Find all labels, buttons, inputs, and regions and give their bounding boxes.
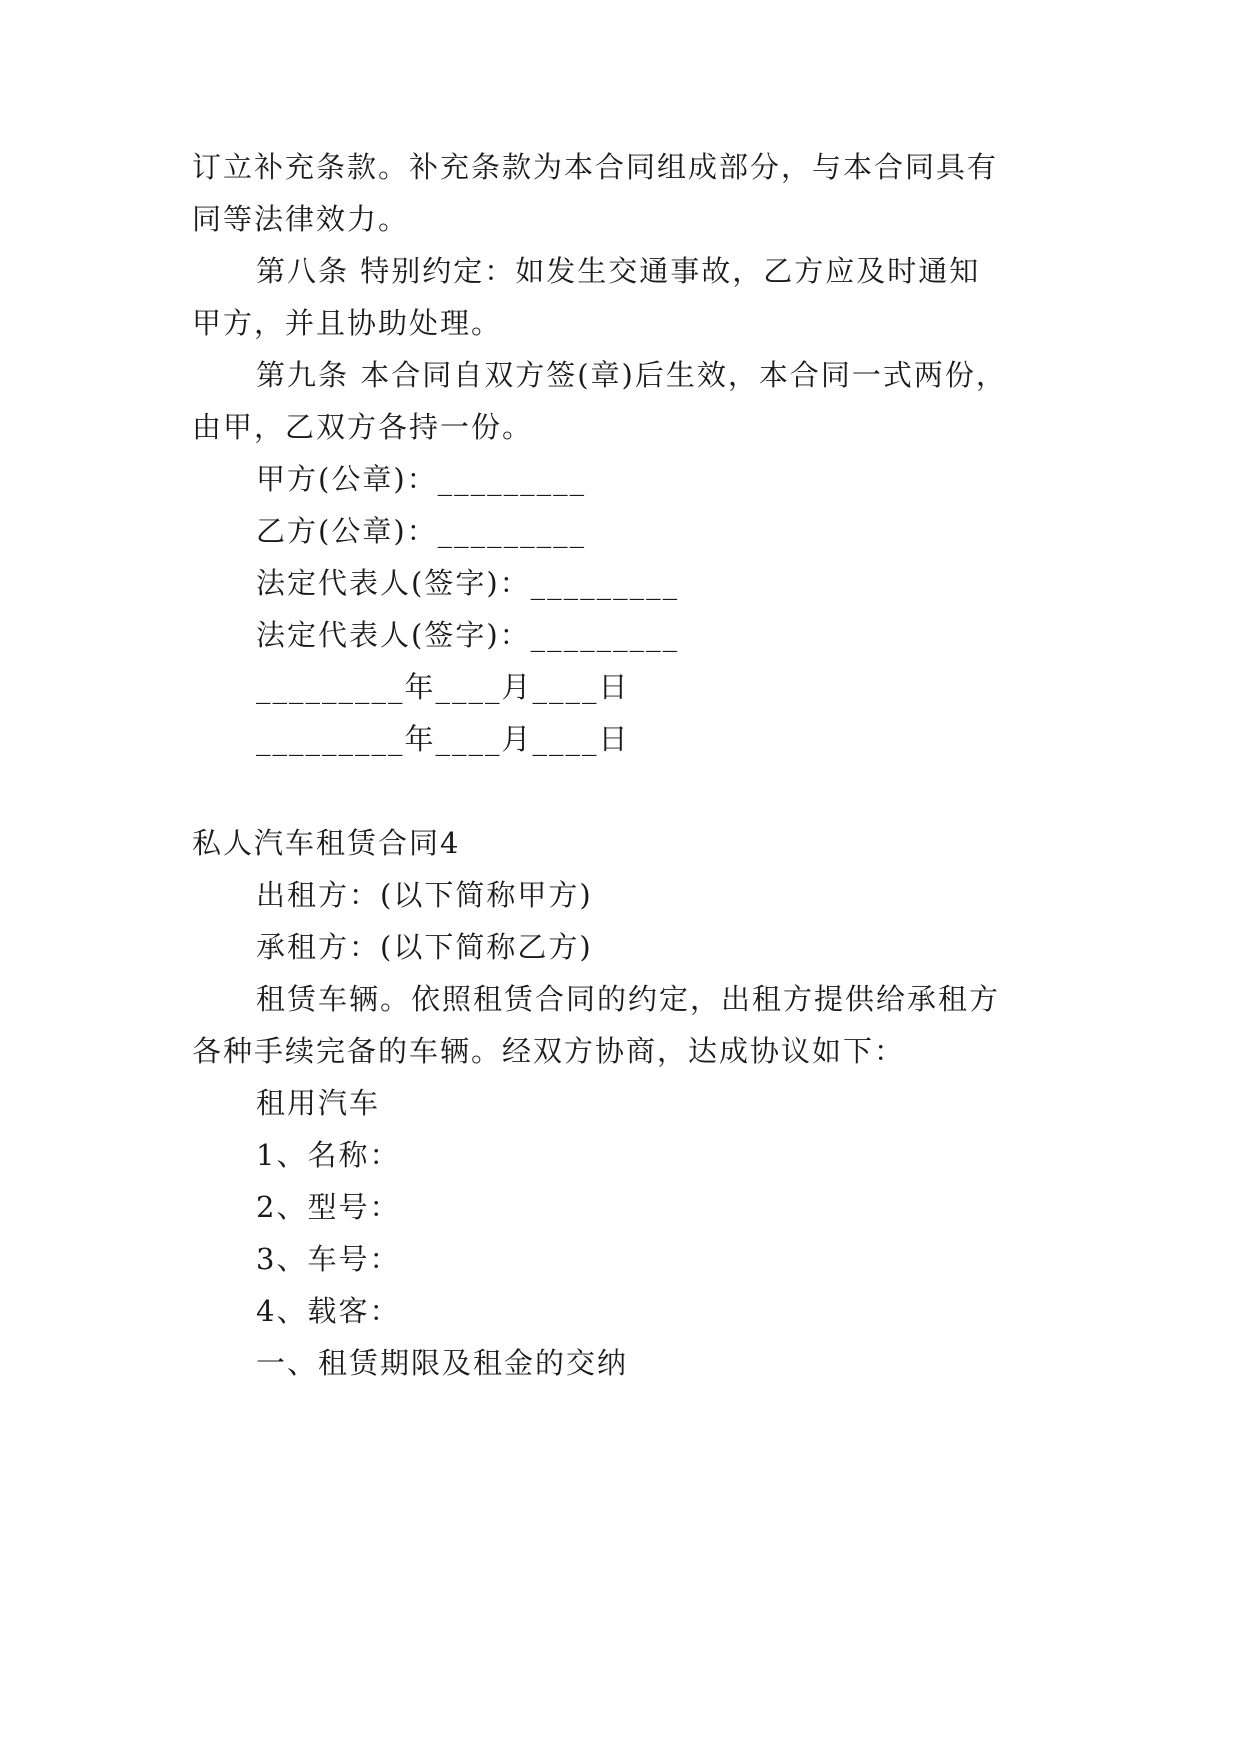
section-title: 私人汽车租赁合同4: [192, 826, 461, 860]
list-item: 2、型号：: [256, 1190, 401, 1224]
paragraph-line: 各种手续完备的车辆。经双方协商，达成协议如下：: [192, 1034, 906, 1068]
subheading: 一、租赁期限及租金的交纳: [256, 1346, 629, 1380]
lessor-line: 出租方：(以下简称甲方): [256, 878, 593, 912]
paragraph-line: 租赁车辆。依照租赁合同的约定，出租方提供给承租方: [256, 982, 1001, 1016]
article-8-line: 第八条 特别约定：如发生交通事故，乙方应及时通知: [256, 254, 981, 288]
party-a-seal-field: 甲方(公章)：_________: [256, 462, 587, 496]
list-item: 3、车号：: [256, 1242, 401, 1276]
paragraph-line: 订立补充条款。补充条款为本合同组成部分，与本合同具有: [192, 150, 999, 184]
paragraph-line: 甲方，并且协助处理。: [192, 306, 503, 340]
paragraph-line: 同等法律效力。: [192, 202, 410, 236]
lessee-line: 承租方：(以下简称乙方): [256, 930, 593, 964]
list-item: 1、名称：: [256, 1138, 401, 1172]
list-item: 4、载客：: [256, 1294, 401, 1328]
party-b-seal-field: 乙方(公章)：_________: [256, 514, 587, 548]
legal-rep-signature-field: 法定代表人(签字)：_________: [256, 566, 680, 600]
date-field: _________年____月____日: [256, 722, 630, 756]
subheading: 租用汽车: [256, 1086, 381, 1120]
article-9-line: 第九条 本合同自双方签(章)后生效，本合同一式两份，: [256, 358, 1007, 392]
date-field: _________年____月____日: [256, 670, 630, 704]
paragraph-line: 由甲，乙双方各持一份。: [192, 410, 534, 444]
legal-rep-signature-field: 法定代表人(签字)：_________: [256, 618, 680, 652]
